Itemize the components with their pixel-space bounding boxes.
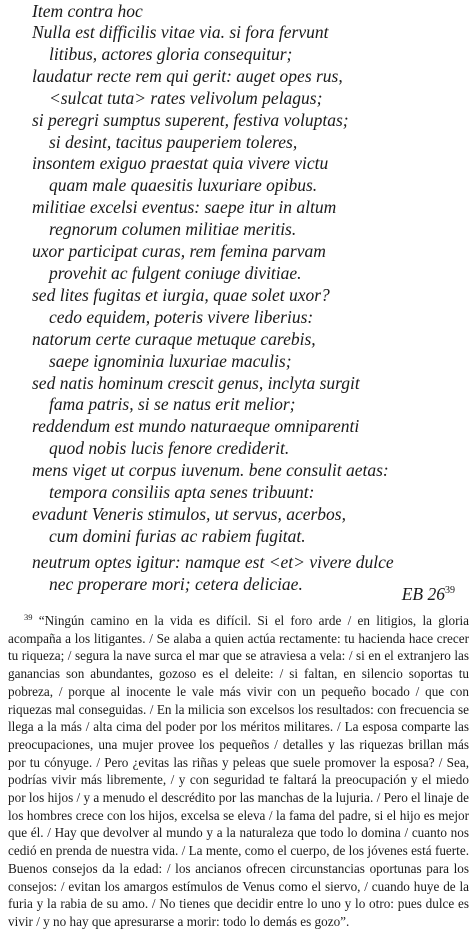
verse-line: cedo equidem, poteris vivere liberius: bbox=[49, 306, 314, 327]
verse-line: Nulla est difficilis vitae via. si fora fervunt bbox=[32, 22, 329, 42]
footnote bbox=[8, 609, 469, 931]
source-label: EB 26 bbox=[401, 584, 445, 604]
verse-line: insontem exiguo praestat quia vivere victu bbox=[32, 153, 329, 174]
verse-line: si desint, tacitus pauperiem toleres, bbox=[49, 131, 298, 152]
verse-line: mens viget ut corpus iuvenum. bene consulit aetas: bbox=[32, 460, 389, 481]
verse-line: laudatur recte rem qui gerit: auget opes rus, bbox=[32, 65, 343, 86]
verse-line: nec properare mori; cetera deliciae. bbox=[49, 573, 303, 594]
verse-line: quod nobis lucis fenore crediderit. bbox=[49, 438, 290, 459]
verse-line: sed natis hominum crescit genus, inclyta surgit bbox=[32, 372, 360, 393]
verse-line: natorum certe curaque metuque carebis, bbox=[32, 328, 316, 349]
verse-line: militiae excelsi eventus: saepe itur in altum bbox=[32, 197, 337, 218]
verse-line: fama patris, si se natus erit melior; bbox=[49, 394, 296, 415]
verse-line: sed lites fugitas et iurgia, quae solet uxor? bbox=[32, 284, 330, 305]
verse-line: cum domini furias ac rabiem fugitat. bbox=[49, 525, 306, 546]
footnote-text: “Ningún camino en la vida es difícil. Si el foro arde / en litigios, la gloria acompaña a los litigantes. / Se alaba a quien actúa rectamente: tu hacienda hace crecer tu riqueza; / segura la nave surca el mar que se atraviesa a vela: / si en el extranjero las ganancias son abundantes, gozoso es el deleite: / si faltan, en silencio soportas tu pobreza, / porque al inocente le vale más vivir con un pequeño bocado / que con riquezas mal conseguidas. / En la milicia son excelsos los resultados: con frecuencia se llega a la más / alta cima del poder por los méritos militares. / La esposa comparte las preocupaciones, una mujer provee los pequeños / detalles y las riquezas brillan más por tu cónyuge. / Pero ¿evitas las riñas y peleas que suele promover la esposa? / Sea, podrías vivir más libremente, / y con seguridad te faltará la preocupación y el miedo por los hijos / y a menudo el descrédito por las manchas de la lujuria. / Pero el linaje de los hombres crece con los hijos, excelsa se eleva / la fama del padre, si el hijo es mejor que él. / Hay que devolver al mundo y a la naturaleza que todo lo domina / cuanto nos cedió en prenda de nuestra vida. / La mente, como el cuerpo, de los jóvenes está fuerte. Buenos consejos da la edad: / los ancianos ofrecen circunstancias oportunas para los consejos: / evitan los amargos estímulos de Venus como el siervo, / cuando huye de la furia y la rabia de su amo. / No tienes que decidir entre lo uno y lo otro: pues dulce es vivir / y no hay que apresurarse a morir: todo lo demás es gozo”. bbox=[8, 613, 470, 929]
verse-line: quam male quaesitis luxuriare opibus. bbox=[49, 175, 318, 196]
verse-line: <sulcat tuta> rates velivolum pelagus; bbox=[49, 87, 323, 108]
verse-line: provehit ac fulgent coniuge divitiae. bbox=[49, 262, 302, 283]
verse-line: regnorum columen militiae meritis. bbox=[49, 219, 297, 240]
verse-line: uxor participat curas, rem femina parvam bbox=[32, 241, 326, 262]
verse-line: si peregri sumptus superent, festiva voluptas; bbox=[32, 109, 349, 130]
verse-line: litibus, actores gloria consequitur; bbox=[49, 43, 293, 64]
poem-verses bbox=[32, 22, 462, 596]
footnote-reference: 39 bbox=[445, 585, 455, 596]
verse-line: reddendum est mundo naturaeque omniparenti bbox=[32, 416, 360, 437]
footnote-number: 39 bbox=[24, 612, 33, 622]
poem-title: Item contra hoc bbox=[32, 1, 143, 21]
source-citation bbox=[402, 580, 455, 605]
verse-line: saepe ignominia luxuriae maculis; bbox=[49, 350, 292, 371]
verse-line: evadunt Veneris stimulos, ut servus, acerbos, bbox=[32, 503, 346, 524]
verse-line: tempora consiliis apta senes tribuunt: bbox=[49, 482, 315, 503]
verse-line: neutrum optes igitur: namque est <et> vivere dulce bbox=[32, 551, 394, 572]
